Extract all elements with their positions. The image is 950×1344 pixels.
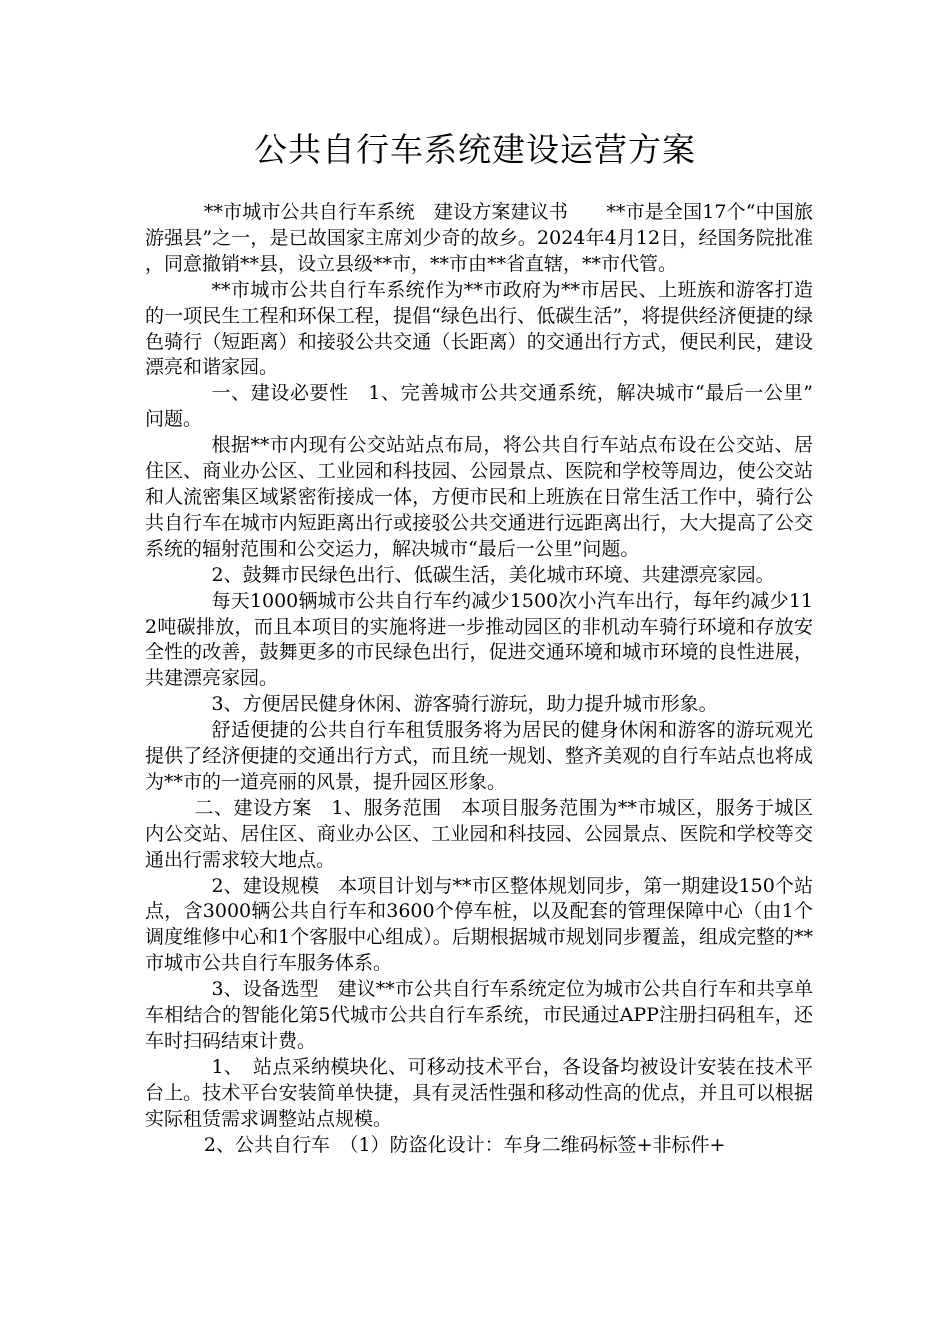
paragraph-station-layout: 根据**市内现有公交站站点布局，将公共自行车站点布设在公交站、居住区、商业办公区、工业园和科技园、公园景点、医院和学校等周边，使公交站和人流密集区域紧密衔接成一体，方便市民和上班族在日常生活工作中，骑行公共自行车在城市内短距离出行或接驳公共交通进行远距离出行，大大提高了公交系统的辐射范围和公交运力，解决城市“最后一公里”问题。 bbox=[145, 434, 813, 560]
paragraph-emission-reduction: 每天1000辆城市公共自行车约减少1500次小汽车出行，每年约减少112吨碳排放，而且本项目的实施将进一步推动园区的非机动车骑行环境和存放安全性的改善，鼓舞更多的市民绿色出行，促进交通环境和城市环境的良性进展，共建漂亮家园。 bbox=[145, 589, 813, 690]
paragraph-construction-scale: 2、建设规模 本项目计划与**市区整体规划同步，第一期建设150个站点，含3000辆公共自行车和3600个停车桩，以及配套的管理保障中心（由1个调度维修中心和1个客服中心组成）。后期根据城市规划同步覆盖，组成完整的**市城市公共自行车服务体系。 bbox=[145, 874, 813, 975]
document-body bbox=[145, 200, 813, 1159]
paragraph-project-overview: **市城市公共自行车系统作为**市政府为**市居民、上班族和游客打造的一项民生工程和环保工程，提倡“绿色出行、低碳生活”，将提供经济便捷的绿色骑行（短距离）和接驳公共交通（长距离）的交通出行方式，便民利民，建设漂亮和谐家园。 bbox=[145, 278, 813, 379]
paragraph-intro: **市城市公共自行车系统 建设方案建议书 **市是全国17个“中国旅游强县”之一，是已故国家主席刘少奇的故乡。2024年4月12日，经国务院批准，同意撤销**县，设立县级**市，**市由**省直辖，**市代管。 bbox=[145, 201, 813, 275]
paragraph-green-travel-heading: 2、鼓舞市民绿色出行、低碳生活，美化城市环境、共建漂亮家园。 bbox=[211, 563, 775, 586]
paragraph-service-scope: 二、建设方案 1、服务范围 本项目服务范围为**市城区，服务于城区内公交站、居住区、商业办公区、工业园和科技园、公园景点、医院和学校等交通出行需求较大地点。 bbox=[145, 796, 813, 871]
document-title: 公共自行车系统建设运营方案 bbox=[254, 130, 696, 169]
paragraph-leisure-detail: 舒适便捷的公共自行车租赁服务将为居民的健身休闲和游客的游玩观光提供了经济便捷的交通出行方式，而且统一规划、整齐美观的自行车站点也将成为**市的一道亮丽的风景，提升园区形象。 bbox=[145, 719, 813, 793]
paragraph-necessity-heading: 一、建设必要性 1、完善城市公共交通系统，解决城市“最后一公里”问题。 bbox=[145, 382, 813, 431]
paragraph-station-platform: 1、 站点采纳模块化、可移动技术平台，各设备均被设计安装在技术平台上。技术平台安装简单快捷，具有灵活性强和移动性高的优点，并且可以根据实际租赁需求调整站点规模。 bbox=[145, 1055, 813, 1130]
paragraph-public-bicycle: 2、公共自行车 （1）防盗化设计：车身二维码标签+非标件+ bbox=[203, 1133, 726, 1156]
paragraph-equipment-selection: 3、设备选型 建议**市公共自行车系统定位为城市公共自行车和共享单车相结合的智能化第5代城市公共自行车系统，市民通过APP注册扫码租车，还车时扫码结束计费。 bbox=[145, 978, 813, 1052]
paragraph-leisure-heading: 3、方便居民健身休闲、游客骑行游玩，助力提升城市形象。 bbox=[211, 693, 718, 716]
